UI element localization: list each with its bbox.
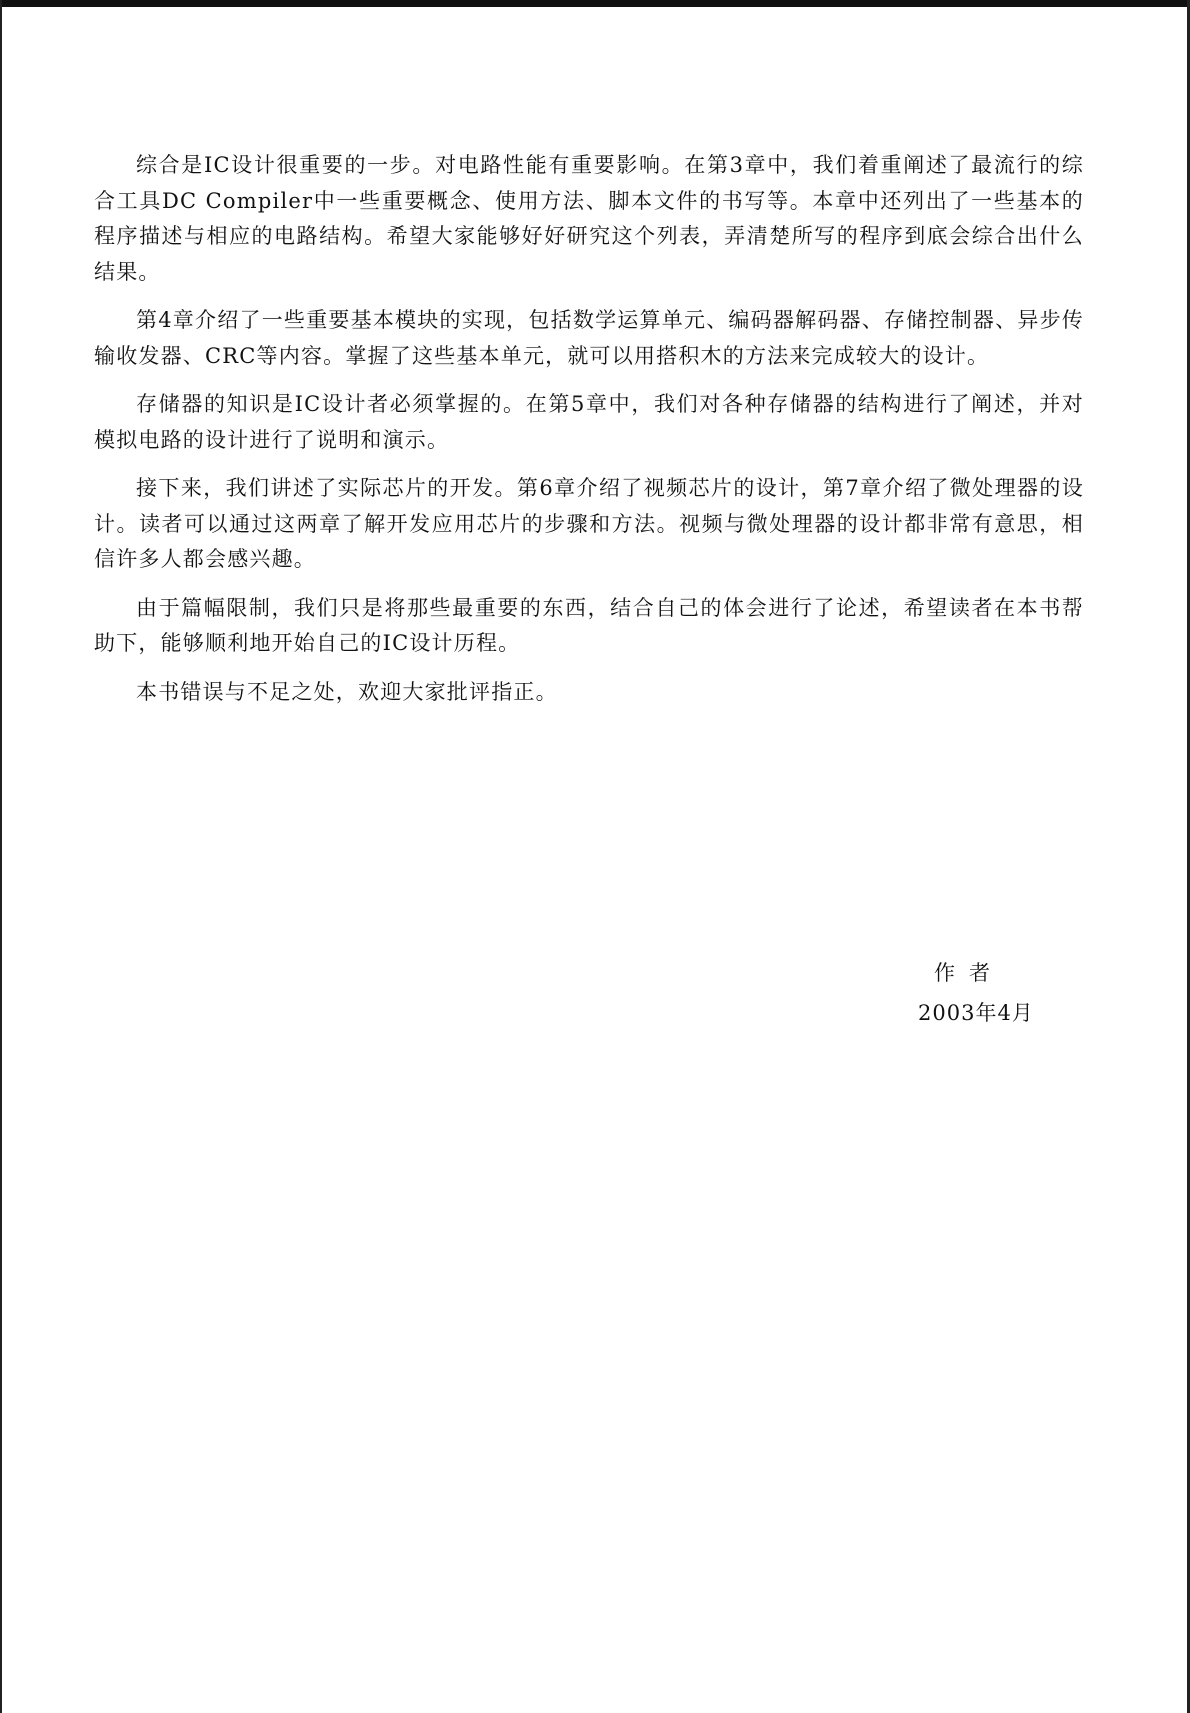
preface-body [94, 148, 1084, 723]
scan-left-border [0, 0, 2, 1713]
scan-top-border [0, 0, 1190, 7]
paragraph-feedback: 本书错误与不足之处，欢迎大家批评指正。 [136, 679, 558, 704]
signature-author: 作者 [934, 961, 1004, 985]
paragraph-memory: 存储器的知识是IC设计者必须掌握的。在第5章中，我们对各种存储器的结构进行了阐述，并对模拟电路的设计进行了说明和演示。 [94, 392, 1084, 452]
paragraph-scope-limit: 由于篇幅限制，我们只是将那些最重要的东西，结合自己的体会进行了论述，希望读者在本书帮助下，能够顺利地开始自己的IC设计历程。 [94, 595, 1084, 655]
paragraph-synthesis: 综合是IC设计很重要的一步。对电路性能有重要影响。在第3章中，我们着重阐述了最流行的综合工具DC Compiler中一些重要概念、使用方法、脚本文件的书写等。本章中还列出了一些基本的程序描述与相应的电路结构。希望大家能够好好研究这个列表，弄清楚所写的程序到底会综合出什么结果。 [94, 153, 1084, 284]
paragraph-basic-modules: 第4章介绍了一些重要基本模块的实现，包括数学运算单元、编码器解码器、存储控制器、异步传输收发器、CRC等内容。掌握了这些基本单元，就可以用搭积木的方法来完成较大的设计。 [94, 308, 1084, 368]
paragraph-chip-development: 接下来，我们讲述了实际芯片的开发。第6章介绍了视频芯片的设计，第7章介绍了微处理器的设计。读者可以通过这两章了解开发应用芯片的步骤和方法。视频与微处理器的设计都非常有意思，相信许多人都会感兴趣。 [94, 476, 1084, 571]
signature-date: 2003年4月 [918, 1001, 1034, 1025]
signature-block [918, 953, 1138, 1033]
